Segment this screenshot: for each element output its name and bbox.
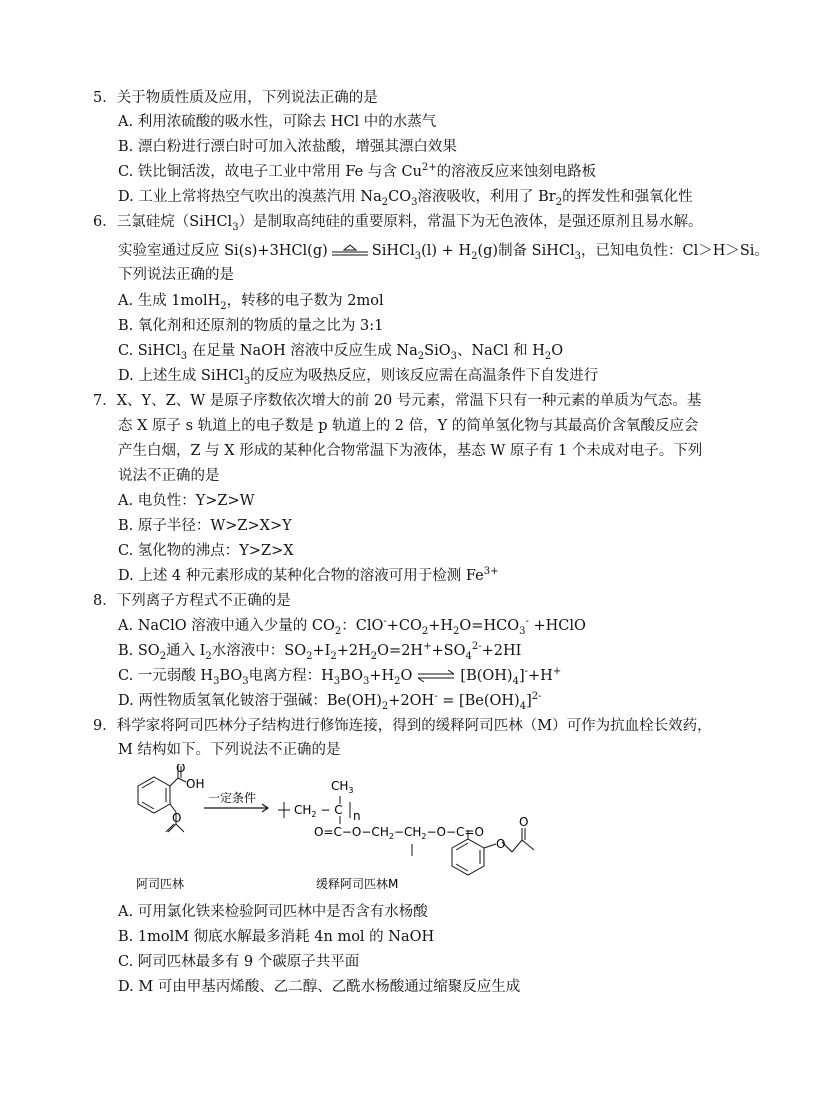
chain-ch2: $CH_2 - C$ — [294, 803, 343, 819]
methyl-group: $CH_3$ — [331, 779, 354, 795]
q7-option-d: D. 上述 4 种元素形成的某种化合物的溶液可用于检测 $Fe^{3+}$ — [118, 566, 499, 584]
q6-option-a: A. 生成 1molH$_2$，转移的电子数为 2mol — [118, 293, 384, 312]
q6-stem-line2: 实验室通过反应 Si(s)+3HCl(g) SiHCl$_3$(l) + $H_2(g)$制备 SiHCl$_3$，已知电负性：Cl＞H＞Si。 — [118, 243, 769, 262]
q5-option-c: C. 铁比铜活泼，故电子工业中常用 Fe 与含 $Cu^{2+}$的溶液反应来蚀刻电路板 — [118, 162, 597, 180]
q6-stem-line1: 6．三氯硅烷（SiHCl$_3$）是制取高纯硅的重要原料，常温下为无色液体，是强还原剂且易水解。 — [93, 214, 703, 233]
q6-option-d: D. 上述生成 SiHCl$_3$的反应为吸热反应，则该反应需在高温条件下自发进行 — [118, 368, 599, 387]
q6-stem-line3: 下列说法正确的是 — [118, 267, 234, 283]
q5-option-a: A. 利用浓硫酸的吸水性，可除去 HCl 中的水蒸气 — [118, 114, 437, 130]
q7-stem-line1: 7．X、Y、Z、W 是原子序数依次增大的前 20 号元素，常温下只有一种元素的单质为气态。基 — [93, 393, 702, 409]
q8-stem: 8．下列离子方程式不正确的是 — [93, 593, 291, 609]
o-carbonyl-label: O — [519, 815, 529, 829]
o-aryl-label: O — [496, 837, 506, 851]
q9-option-c: C. 阿司匹林最多有 9 个碳原子共平面 — [118, 954, 360, 970]
equilibrium-arrow-icon — [330, 244, 370, 258]
q8-option-c: C. 一元弱酸 $H_3BO_3$电离方程：$H_3BO_3+H_2O$ $[B(OH)_4]^-+H^+$ — [118, 666, 562, 687]
reversible-arrow-icon — [414, 669, 458, 683]
q7-option-b: B. 原子半径：W>Z>X>Y — [118, 518, 292, 534]
q7-stem-line4: 说法不正确的是 — [118, 468, 220, 484]
q9-option-d: D. M 可由甲基丙烯酸、乙二醇、乙酰水杨酸通过缩聚反应生成 — [118, 979, 521, 995]
q9-option-a: A. 可用氯化铁来检验阿司匹林中是否含有水杨酸 — [118, 904, 428, 920]
oh-label: OH — [186, 777, 205, 791]
repeat-n: n — [353, 809, 361, 823]
q9-option-b: B. 1molM 彻底水解最多消耗 4n mol 的 NaOH — [118, 929, 435, 945]
q8-option-a: A. NaClO 溶液中通入少量的 $CO_2$：$ClO^-+CO_2+H_2O=HCO_3^-$ +HClO — [118, 616, 586, 637]
q9-stem-line2: M 结构如下。下列说法不正确的是 — [118, 742, 341, 758]
aspirin-structure-figure — [118, 764, 548, 894]
q5-stem: 5．关于物质性质及应用，下列说法正确的是 — [93, 90, 378, 106]
reaction-condition: 一定条件 — [208, 791, 257, 805]
q7-stem-line3: 产生白烟，Z 与 X 形成的某种化合物常温下为液体，基态 W 原子有 1 个未成对电子。下列 — [118, 443, 703, 459]
label-slow-release-aspirin: 缓释阿司匹林M — [316, 877, 399, 891]
q7-option-a: A. 电负性：Y>Z>W — [118, 493, 255, 509]
q8-option-b: B. $SO_2$通入 $I_2$水溶液中：$SO_2+I_2+2H_2O=2H^++SO_4^{2-}+2HI$ — [118, 641, 522, 662]
ester-chain: $O=C-O-CH_2-CH_2-O-C=O$ — [314, 825, 484, 841]
q5-option-b: B. 漂白粉进行漂白时可加入浓盐酸，增强其漂白效果 — [118, 139, 457, 155]
q6-option-b: B. 氧化剂和还原剂的物质的量之比为 3:1 — [118, 318, 384, 334]
q8-option-d: D. 两性物质氢氧化铍溶于强碱：$Be(OH)_2+2OH^- = [Be(OH)_4]^{2-}$ — [118, 691, 542, 712]
q9-stem-line1: 9．科学家将阿司匹林分子结构进行修饰连接，得到的缓释阿司匹林（M）可作为抗血栓长效药， — [93, 718, 712, 734]
q7-stem-line2: 态 X 原子 s 轨道上的电子数是 p 轨道上的 2 倍，Y 的简单氢化物与其最高价含氧酸反应会 — [118, 418, 699, 434]
label-aspirin: 阿司匹林 — [136, 877, 185, 891]
o-label: O — [176, 764, 186, 775]
q7-option-c: C. 氢化物的沸点：Y>Z>X — [118, 543, 294, 559]
o-ether-label: O — [172, 811, 182, 825]
q5-option-d: D. 工业上常将热空气吹出的溴蒸汽用 $Na_2CO_3$溶液吸收，利用了 $Br_2$的挥发性和强氧化性 — [118, 189, 693, 208]
q6-option-c: C. SiHCl$_3$ 在足量 NaOH 溶液中反应生成 $Na_2SiO_3$、NaCl 和 $H_2O$ — [118, 343, 564, 362]
